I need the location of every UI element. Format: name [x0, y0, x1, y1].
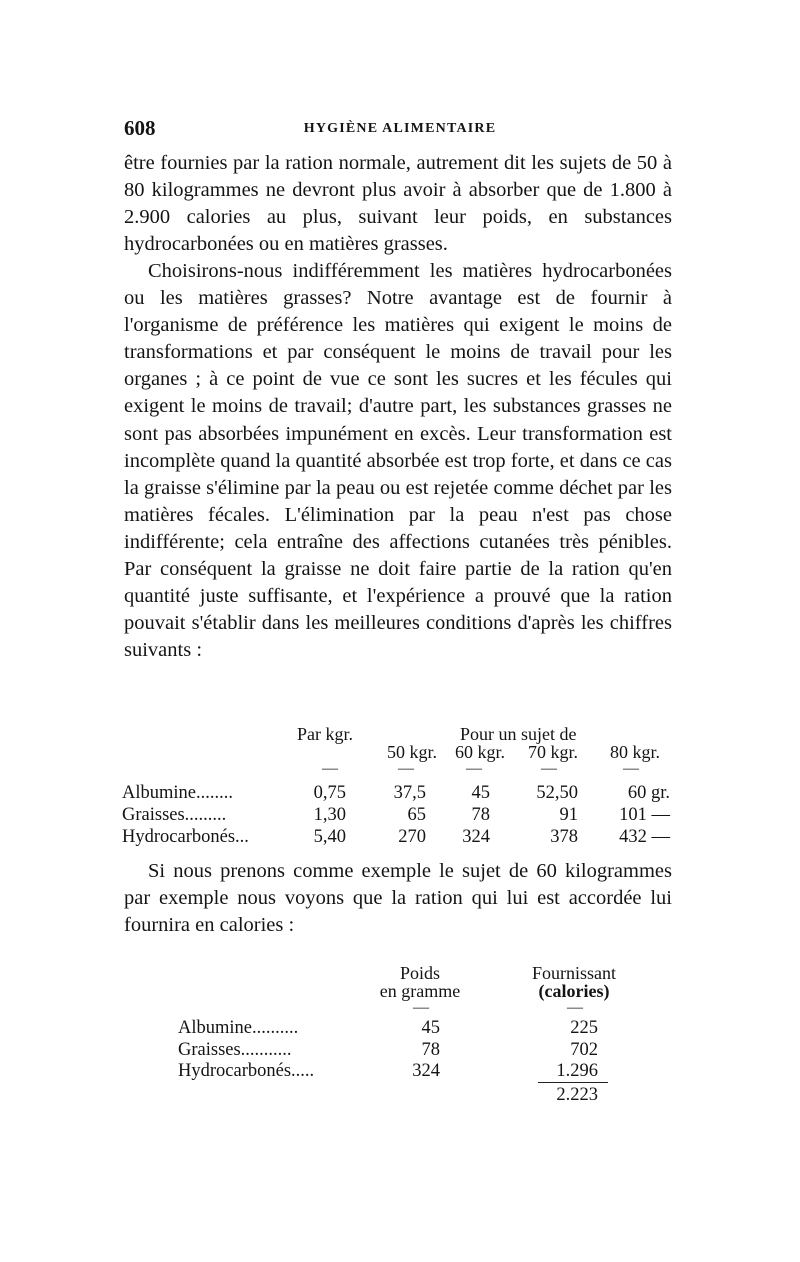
dash: —	[398, 760, 414, 777]
row-label: Graisses...........	[178, 1040, 292, 1060]
page-number: 608	[124, 116, 156, 140]
header-fournissant: Fournissant	[531, 963, 616, 983]
cell-80: 101 —	[619, 805, 670, 825]
subheader-70: 70 kgr.	[528, 742, 579, 762]
cell-80: 60 gr.	[627, 783, 670, 803]
dash: —	[413, 999, 429, 1016]
total-rule	[538, 1082, 608, 1083]
row-label: Graisses.........	[122, 805, 227, 825]
paragraph-3: Si nous prenons comme exemple le sujet de 60 kilogrammes par exemple nous voyons que la ration qui lui est accordée lui fournira en calories :	[124, 860, 672, 937]
cell-poids: 78	[421, 1040, 440, 1060]
cell-60: 324	[462, 827, 490, 847]
running-title: HYGIÈNE ALIMENTAIRE	[303, 121, 497, 136]
cell-50: 37,5	[393, 783, 426, 803]
row-label: Albumine........	[122, 783, 233, 803]
cell-50: 270	[398, 827, 426, 847]
cell-poids: 324	[412, 1061, 440, 1081]
cell-per-kg: 1,30	[313, 805, 346, 825]
dash: —	[623, 760, 639, 777]
row-label: Hydrocarbonés.....	[178, 1061, 315, 1081]
cell-70: 52,50	[536, 783, 578, 803]
cell-50: 65	[407, 805, 426, 825]
paragraph-1: être fournies par la ration normale, autrement dit les sujets de 50 à 80 kilogrammes ne devront plus avoir à absorber que de 1.800 à 2.900 calories au plus, suivant leur poids, en substances hydrocarbonées ou en matières grasses.	[124, 152, 672, 256]
cell-total: 2.223	[556, 1085, 598, 1105]
paragraph-2: Choisirons-nous indifféremment les matières hydrocarbonées ou les matières grasses? Notre avantage est de fournir à l'organisme de préférence les matières qui exigent le moins de transformations et par conséquent le moins de travail pour les organes ; à ce point de vue ce sont les sucres et les fécules qui exigent le moins de travail; d'autre part, les substances grasses ne sont pas absorbées impunément en excès. Leur transformation est incomplète quand la quantité absorbée est trop forte, et dans ce cas la graisse s'élimine par la peau ou est rejetée comme déchet par les matières fécales. L'élimination par la peau n'est pas chose indifférente; cela entraîne des affections cutanées très pénibles. Par conséquent la graisse ne doit faire partie de la ration qu'en quantité juste suffisante, et l'expérience a prouvé que la ration pouvait s'établir dans les meilleures conditions d'après les chiffres suivants :	[124, 260, 672, 662]
cell-80: 432 —	[619, 827, 670, 847]
cell-calories: 1.296	[556, 1061, 598, 1081]
header-group: Pour un sujet de	[460, 724, 577, 744]
cell-per-kg: 0,75	[313, 783, 346, 803]
row-label: Albumine..........	[178, 1018, 299, 1038]
subheader-80: 80 kgr.	[610, 742, 661, 762]
dash: —	[567, 999, 583, 1016]
header-poids: Poids	[399, 963, 441, 983]
subheader-50: 50 kgr.	[387, 742, 438, 762]
row-label: Hydrocarbonés...	[122, 827, 249, 847]
cell-70: 91	[559, 805, 578, 825]
cell-per-kg: 5,40	[313, 827, 346, 847]
dash: —	[322, 760, 338, 777]
header-per-kg: Par kgr.	[297, 724, 353, 744]
header-poids-unit: en gramme	[379, 981, 461, 1001]
cell-60: 45	[471, 783, 490, 803]
cell-70: 378	[550, 827, 578, 847]
cell-calories: 702	[570, 1040, 598, 1060]
header-calories: (calories)	[538, 981, 610, 1001]
dash: —	[541, 760, 557, 777]
cell-poids: 45	[421, 1018, 440, 1038]
subheader-60: 60 kgr.	[455, 742, 506, 762]
cell-calories: 225	[570, 1018, 598, 1038]
cell-60: 78	[471, 805, 490, 825]
dash: —	[466, 760, 482, 777]
